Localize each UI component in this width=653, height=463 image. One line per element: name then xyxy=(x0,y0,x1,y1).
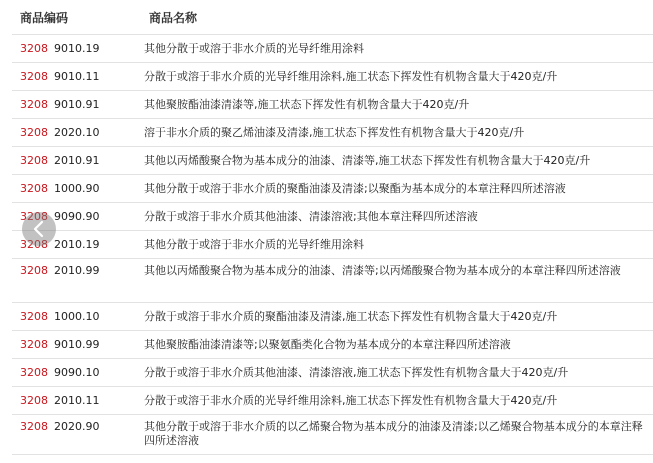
table-row xyxy=(12,175,653,203)
product-name: 其他聚胺酯油漆清漆等,施工状态下挥发性有机物含量大于420克/升 xyxy=(144,97,470,111)
table-row xyxy=(12,415,653,455)
table-row xyxy=(12,259,653,303)
code-suffix: 2010.91 xyxy=(54,153,100,167)
code-prefix: 3208 xyxy=(20,125,48,139)
product-name: 分散于或溶于非水介质的聚酯油漆及清漆,施工状态下挥发性有机物含量大于420克/升 xyxy=(144,309,558,323)
code-suffix: 2010.19 xyxy=(54,237,100,251)
code-suffix: 9010.91 xyxy=(54,97,100,111)
code-prefix: 3208 xyxy=(20,97,48,111)
code-prefix: 3208 xyxy=(20,69,48,83)
table-row xyxy=(12,91,653,119)
code-cell xyxy=(12,154,144,168)
code-cell xyxy=(12,182,144,196)
code-suffix: 2010.11 xyxy=(54,393,100,407)
code-suffix: 9090.90 xyxy=(54,209,100,223)
chevron-left-icon xyxy=(32,220,46,238)
table-row xyxy=(12,331,653,359)
code-cell xyxy=(12,126,144,140)
code-suffix: 2020.10 xyxy=(54,125,100,139)
carousel-prev-button[interactable] xyxy=(20,209,56,246)
product-name: 分散于或溶于非水介质其他油漆、清漆溶液,施工状态下挥发性有机物含量大于420克/升 xyxy=(144,365,569,379)
code-prefix: 3208 xyxy=(20,209,48,223)
table-row xyxy=(12,119,653,147)
product-name: 其他分散于或溶于非水介质的光导纤维用涂料 xyxy=(144,237,364,251)
product-name: 分散于或溶于非水介质的光导纤维用涂料,施工状态下挥发性有机物含量大于420克/升 xyxy=(144,393,558,407)
code-suffix: 1000.10 xyxy=(54,309,100,323)
product-name: 其他以丙烯酸聚合物为基本成分的油漆、清漆等;以丙烯酸聚合物为基本成分的本章注释四所述溶液 xyxy=(144,264,621,277)
table-row xyxy=(12,35,653,63)
product-name: 其他聚胺酯油漆清漆等;以聚氨酯类化合物为基本成分的本章注释四所述溶液 xyxy=(144,337,511,351)
code-cell xyxy=(12,420,144,434)
code-prefix: 3208 xyxy=(20,420,48,433)
product-name: 溶于非水介质的聚乙烯油漆及清漆,施工状态下挥发性有机物含量大于420克/升 xyxy=(144,125,525,139)
code-suffix: 9010.11 xyxy=(54,69,100,83)
code-cell xyxy=(12,338,144,352)
table-row xyxy=(12,231,653,259)
code-prefix: 3208 xyxy=(20,181,48,195)
code-cell xyxy=(12,42,144,56)
table-row xyxy=(12,387,653,415)
table-row xyxy=(12,203,653,231)
code-cell xyxy=(12,264,144,278)
code-suffix: 2020.90 xyxy=(54,420,100,433)
code-cell xyxy=(12,98,144,112)
table-row xyxy=(12,359,653,387)
table-row xyxy=(12,63,653,91)
code-cell xyxy=(12,310,144,324)
header-name: 商品名称 xyxy=(149,10,198,25)
code-prefix: 3208 xyxy=(20,153,48,167)
code-cell xyxy=(12,366,144,380)
header-code: 商品编码 xyxy=(20,10,69,25)
product-name: 分散于或溶于非水介质的光导纤维用涂料,施工状态下挥发性有机物含量大于420克/升 xyxy=(144,69,558,83)
code-suffix: 9010.99 xyxy=(54,337,100,351)
table-header xyxy=(12,0,653,35)
code-prefix: 3208 xyxy=(20,393,48,407)
hs-code-table xyxy=(12,0,653,455)
product-name: 分散于或溶于非水介质其他油漆、清漆溶液;其他本章注释四所述溶液 xyxy=(144,209,478,223)
code-prefix: 3208 xyxy=(20,365,48,379)
product-name: 其他分散于或溶于非水介质的聚酯油漆及清漆;以聚酯为基本成分的本章注释四所述溶液 xyxy=(144,181,566,195)
code-suffix: 9010.19 xyxy=(54,41,100,55)
code-suffix: 9090.10 xyxy=(54,365,100,379)
code-prefix: 3208 xyxy=(20,237,48,251)
product-name: 其他分散于或溶于非水介质的以乙烯聚合物为基本成分的油漆及清漆;以乙烯聚合物基本成分的本章注释四所述溶液 xyxy=(144,420,643,447)
product-name: 其他以丙烯酸聚合物为基本成分的油漆、清漆等,施工状态下挥发性有机物含量大于420克/升 xyxy=(144,153,591,167)
code-cell xyxy=(12,70,144,84)
code-cell xyxy=(12,394,144,408)
code-prefix: 3208 xyxy=(20,309,48,323)
code-suffix: 2010.99 xyxy=(54,264,100,277)
table-row xyxy=(12,147,653,175)
code-suffix: 1000.90 xyxy=(54,181,100,195)
code-prefix: 3208 xyxy=(20,41,48,55)
table-row xyxy=(12,303,653,331)
code-prefix: 3208 xyxy=(20,337,48,351)
product-name: 其他分散于或溶于非水介质的光导纤维用涂料 xyxy=(144,41,364,55)
code-prefix: 3208 xyxy=(20,264,48,277)
